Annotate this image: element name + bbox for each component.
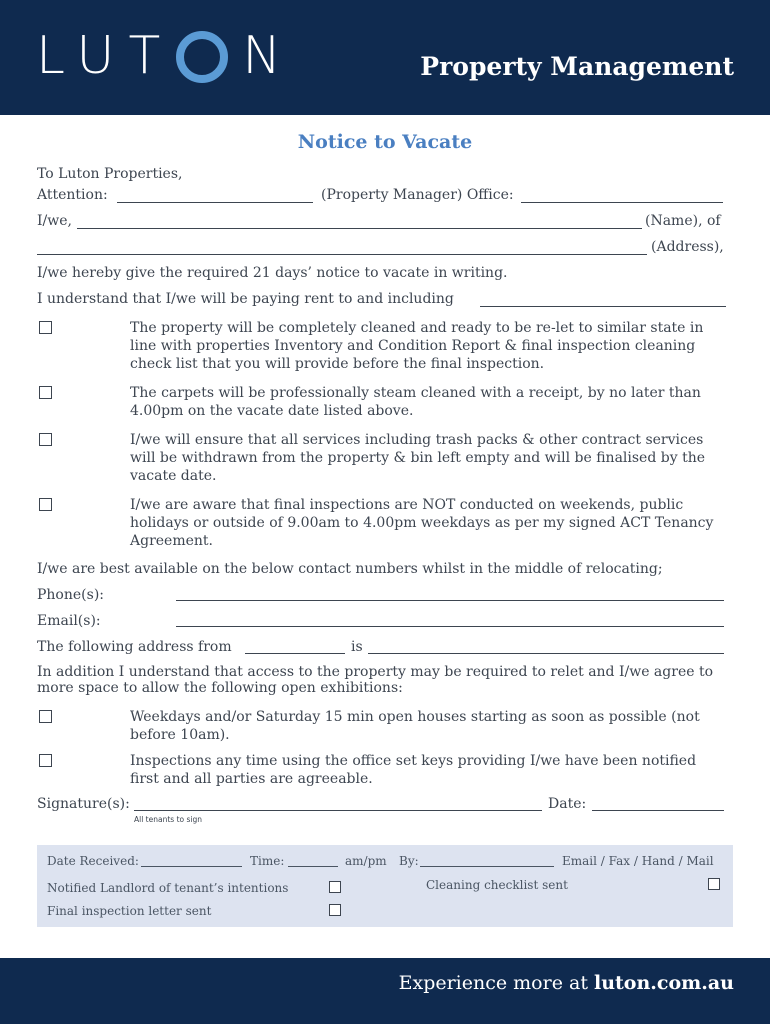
- phone-field[interactable]: [176, 600, 724, 601]
- signature-label: Signature(s):: [37, 796, 130, 812]
- notice-text: I/we hereby give the required 21 days’ notice to vacate in writing.: [37, 265, 508, 281]
- address-label: (Address),: [651, 239, 724, 255]
- logo-text-left: LUT: [36, 26, 175, 86]
- header-banner: [0, 0, 770, 115]
- footer-tagline: [399, 972, 734, 994]
- delivery-channels: Email / Fax / Hand / Mail: [562, 854, 714, 868]
- form-title: Notice to Vacate: [297, 131, 473, 153]
- time-field[interactable]: [288, 866, 338, 867]
- property-manager-label: (Property Manager) Office:: [321, 187, 514, 203]
- attention-label: Attention:: [37, 187, 108, 203]
- access-text: In addition I understand that access to the property may be required to relet and I/we agree to more space to allow the following open exhibitions:: [37, 664, 714, 696]
- final-inspection-label: Final inspection letter sent: [47, 904, 212, 918]
- cleaning-checklist-label: Cleaning checklist sent: [426, 878, 568, 892]
- checklist-checkbox-4[interactable]: [39, 498, 52, 511]
- address-field[interactable]: [37, 254, 647, 255]
- time-label: Time:: [250, 854, 285, 868]
- checklist-item-3: I/we will ensure that all services including trash packs & other contract services will be withdrawn from the property & bin left empty and will be finalised by the vacate date.: [130, 432, 706, 484]
- office-use-panel: [37, 845, 733, 927]
- checklist-checkbox-1[interactable]: [39, 321, 52, 334]
- date-received-label: Date Received:: [47, 854, 139, 868]
- date-received-field[interactable]: [141, 866, 242, 867]
- greeting: To Luton Properties,: [37, 166, 183, 182]
- signature-field[interactable]: [134, 810, 542, 811]
- cleaning-checklist-checkbox[interactable]: [708, 878, 720, 890]
- rent-text: I understand that I/we will be paying rent to and including: [37, 291, 454, 307]
- final-inspection-checkbox[interactable]: [329, 904, 341, 916]
- date-label: Date:: [548, 796, 587, 812]
- footer-banner: [0, 958, 770, 1024]
- iwe-label: I/we,: [37, 213, 72, 229]
- checklist-item-4: I/we are aware that final inspections are NOT conducted on weekends, public holidays or outside of 9.00am to 4.00pm weekdays as per my signed ACT Tenancy Agreement.: [130, 497, 714, 549]
- luton-logo: [36, 26, 296, 86]
- footer-prefix: Experience more at: [398, 972, 594, 994]
- new-address-field[interactable]: [368, 653, 724, 654]
- exhibition-item-1: Weekdays and/or Saturday 15 min open houses starting as soon as possible (not before 10am).: [130, 709, 700, 743]
- rent-date-field[interactable]: [480, 306, 726, 307]
- exhibition-item-2: Inspections any time using the office set keys providing I/we have been notified first and all parties are agreeable.: [130, 753, 697, 787]
- by-label: By:: [399, 854, 419, 868]
- checklist-checkbox-2[interactable]: [39, 386, 52, 399]
- email-label: Email(s):: [37, 613, 101, 629]
- header-title: Property Management: [420, 52, 734, 81]
- office-field[interactable]: [521, 202, 723, 203]
- checklist-item-2: The carpets will be professionally steam cleaned with a receipt, by no later than 4.00pm on the vacate date listed above.: [130, 385, 701, 419]
- contact-text: I/we are best available on the below contact numbers whilst in the middle of relocating;: [37, 561, 663, 577]
- checklist-checkbox-3[interactable]: [39, 433, 52, 446]
- checklist-item-1: The property will be completely cleaned and ready to be re-let to similar state in line with properties Inventory and Condition Report & final inspection cleaning check list that you will provide before the final inspection.: [130, 320, 704, 372]
- phone-label: Phone(s):: [37, 587, 104, 603]
- address-from-field[interactable]: [245, 653, 345, 654]
- exhibition-checkbox-2[interactable]: [39, 754, 52, 767]
- is-label: is: [351, 639, 363, 655]
- name-label: (Name), of: [645, 213, 721, 229]
- attention-field[interactable]: [117, 202, 313, 203]
- exhibition-checkbox-1[interactable]: [39, 710, 52, 723]
- ampm-label: am/pm: [345, 854, 387, 868]
- email-field[interactable]: [176, 626, 724, 627]
- name-field[interactable]: [77, 228, 642, 229]
- notified-landlord-checkbox[interactable]: [329, 881, 341, 893]
- logo-text-right: N: [242, 26, 296, 86]
- by-field[interactable]: [420, 866, 554, 867]
- logo-ring-icon: [176, 31, 228, 83]
- date-field[interactable]: [592, 810, 724, 811]
- footer-website-link[interactable]: luton.com.au: [594, 972, 734, 994]
- notified-landlord-label: Notified Landlord of tenant’s intentions: [47, 881, 289, 895]
- sign-note: All tenants to sign: [134, 815, 202, 824]
- following-address-label: The following address from: [37, 639, 232, 655]
